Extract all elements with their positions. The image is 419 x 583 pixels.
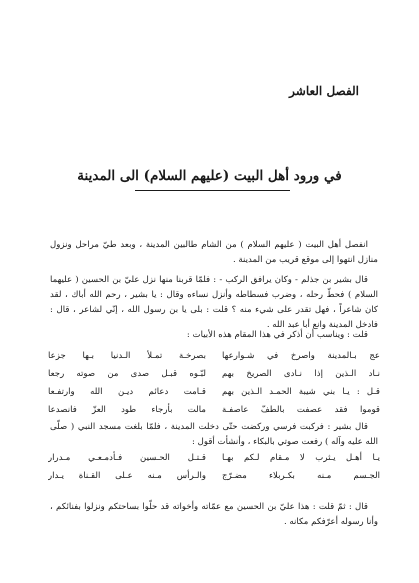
verse-line xyxy=(48,365,380,383)
verse-second-hemistich: مالت بأرجاء طود العزّ فانصدعا xyxy=(48,405,206,415)
verse-second-hemistich: قـتـل الحـسين فـأدمـعـي مـدرار xyxy=(48,453,206,463)
section-title: في ورود أهل البيت (عليهم السلام) الى المدينة xyxy=(77,168,342,184)
verse-first-hemistich: الجـسم مـنه بكـربلاء مضـرّج xyxy=(222,471,380,481)
paragraph-announcement: قال : ثمّ قلت : هذا عليّ بن الحسين مع عمّاته وأخواته قد حلّوا بساحتكم ونزلوا بفنائكم ، وأنا رسوله أعرّفكم مكانه . xyxy=(50,502,378,527)
verse-second-hemistich: بصرخـة تمـلأ الـدنيا بـها جزعا xyxy=(48,351,206,361)
verse-first-hemistich: قـل : يـا بني شيبة الحمـد الـذين بهم xyxy=(222,387,380,397)
poem-block-2 xyxy=(48,449,380,485)
title-underline xyxy=(135,190,290,191)
verse-line xyxy=(48,449,380,467)
verse-first-hemistich: عج بـالمدينة واصرخ في شـوارعها xyxy=(222,351,380,361)
verse-second-hemistich: قـامت دعائم ديـن الله وارتفـعا xyxy=(48,387,206,397)
verse-line xyxy=(48,401,380,419)
verse-second-hemistich: لبّـوه قبـل صدى من صوته رجعا xyxy=(48,369,206,379)
paragraph-bashir-ride: قال بشير : فركبت فرسي وركضت حتّى دخلت المدينة ، فلمّا بلغت مسجد النبي ( صلّى الله عليه وآله ) رفعت صوتي بالبكاء ، وأنشأت أقول : xyxy=(50,422,378,447)
paragraph-departure: انفصل أهل البيت ( عليهم السلام ) من الشام طالبين المدينة ، وبعد طيّ مراحل ونزول منازل انتهوا إلى موقع قريب من المدينة . xyxy=(50,240,378,265)
paragraph-verses-intro: قلت : ويناسب أن أذكر في هذا المقام هذه الأبيات : xyxy=(186,330,368,340)
verse-line xyxy=(48,347,380,365)
verse-first-hemistich: يـا أهـل يـثرب لا مـقام لـكم بهـا xyxy=(222,453,380,463)
chapter-heading: الفصل العاشر xyxy=(289,84,359,98)
verse-line xyxy=(48,383,380,401)
paragraph-bashir-request: قال بشير بن جذلم - وكان يرافق الركب - : فلمّا قربنا منها نزل عليّ بن الحسين ( عليهما السلام ) فحطّ رحله ، وضرب فسطاطه وأنزل نساءه وقال : يا بشير ، رحم الله أباك ، لقد كان شاعراً ، فهل تقدر على شيء منه ؟ قلت : بلى يا بن رسول الله ، إنّي لشاعر ، قال : فادخل المدينة وانع أبا عبد الله . xyxy=(50,275,378,330)
poem-block-1 xyxy=(48,347,380,419)
verse-first-hemistich: نـاد الـذين إذا نـادى الصريخ بهم xyxy=(222,369,380,379)
verse-second-hemistich: والـرأس مـنه عـلى القـناة يـدار xyxy=(48,471,206,481)
verse-first-hemistich: قوموا فقد عصفت بالطفّ عاصفـة xyxy=(222,405,380,415)
verse-line xyxy=(48,467,380,485)
